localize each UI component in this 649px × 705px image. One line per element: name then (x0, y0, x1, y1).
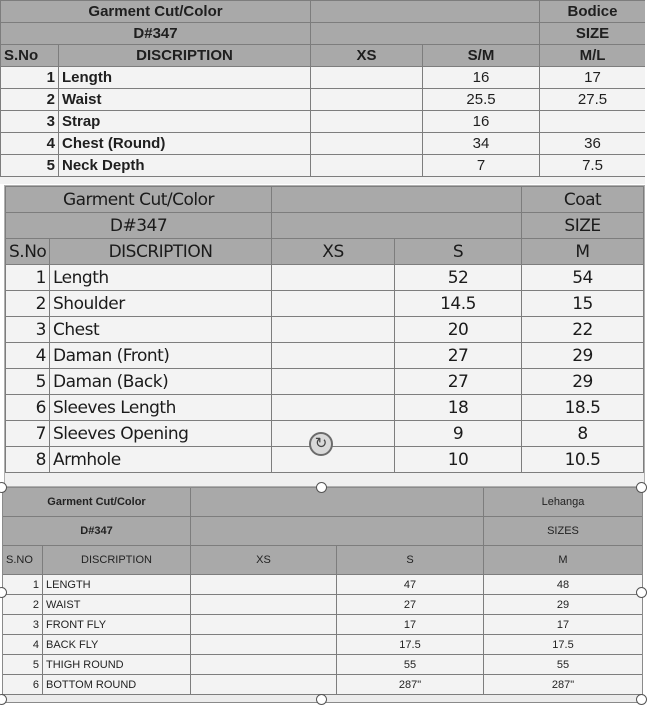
row-s: 55 (337, 655, 484, 675)
coat-header-sno: S.No (6, 239, 50, 265)
row-xs (272, 395, 395, 421)
row-m: 287" (484, 675, 643, 695)
table-row (6, 291, 644, 317)
row-xs (272, 317, 395, 343)
row-s: 16 (423, 67, 540, 89)
row-number: 6 (6, 395, 50, 421)
coat-title-right: Coat (522, 187, 644, 213)
row-xs (191, 635, 337, 655)
bodice-title-left: Garment Cut/Color (1, 1, 311, 23)
row-xs (191, 615, 337, 635)
resize-handle-bottom-left[interactable] (0, 694, 7, 705)
row-number: 6 (3, 675, 43, 695)
lehanga-header-xs: XS (191, 546, 337, 575)
row-number: 3 (6, 317, 50, 343)
resize-handle-bottom-center[interactable] (316, 694, 327, 705)
row-m: 17 (484, 615, 643, 635)
row-description: Sleeves Opening (50, 421, 272, 447)
row-s: 27 (395, 343, 522, 369)
row-m: 29 (484, 595, 643, 615)
row-m: 29 (522, 343, 644, 369)
row-m (540, 111, 646, 133)
row-m: 22 (522, 317, 644, 343)
row-description: Daman (Front) (50, 343, 272, 369)
resize-handle-bottom-right[interactable] (636, 694, 647, 705)
row-xs (311, 155, 423, 177)
row-description: Length (50, 265, 272, 291)
row-xs (191, 675, 337, 695)
row-xs (191, 595, 337, 615)
lehanga-title-left: Garment Cut/Color (3, 488, 191, 517)
coat-header-s: S (395, 239, 522, 265)
lehanga-code: D#347 (3, 517, 191, 546)
table-row (1, 133, 646, 155)
row-description: Armhole (50, 447, 272, 473)
lehanga-table (2, 487, 642, 695)
lehanga-measurement-sheet[interactable] (2, 487, 642, 703)
resize-handle-top-center[interactable] (316, 482, 327, 493)
table-row (1, 111, 646, 133)
row-number: 2 (1, 89, 59, 111)
row-m: 17.5 (484, 635, 643, 655)
table-row (3, 575, 643, 595)
lehanga-header-s: S (337, 546, 484, 575)
row-m: 29 (522, 369, 644, 395)
row-description: BACK FLY (43, 635, 191, 655)
table-row (3, 675, 643, 695)
row-description: Shoulder (50, 291, 272, 317)
bodice-header-xs: XS (311, 45, 423, 67)
row-number: 5 (1, 155, 59, 177)
row-s: 20 (395, 317, 522, 343)
row-xs (272, 369, 395, 395)
row-description: Length (59, 67, 311, 89)
row-m: 18.5 (522, 395, 644, 421)
table-row (6, 395, 644, 421)
row-number: 7 (6, 421, 50, 447)
table-row (1, 89, 646, 111)
row-description: Sleeves Length (50, 395, 272, 421)
table-row (3, 615, 643, 635)
row-xs (191, 575, 337, 595)
row-number: 1 (1, 67, 59, 89)
coat-code: D#347 (6, 213, 272, 239)
resize-handle-middle-right[interactable] (636, 587, 647, 598)
row-number: 1 (3, 575, 43, 595)
row-number: 4 (6, 343, 50, 369)
rotate-handle-icon[interactable]: ↻ (309, 432, 333, 456)
row-s: 52 (395, 265, 522, 291)
table-row (1, 67, 646, 89)
bodice-code: D#347 (1, 23, 311, 45)
row-number: 4 (1, 133, 59, 155)
table-row (3, 635, 643, 655)
row-s: 14.5 (395, 291, 522, 317)
row-number: 5 (6, 369, 50, 395)
bodice-measurement-sheet (0, 0, 645, 184)
resize-handle-top-right[interactable] (636, 482, 647, 493)
row-m: 8 (522, 421, 644, 447)
coat-size-label: SIZE (522, 213, 644, 239)
bodice-size-label: SIZE (540, 23, 646, 45)
row-description: LENGTH (43, 575, 191, 595)
row-number: 5 (3, 655, 43, 675)
bodice-header-m: M/L (540, 45, 646, 67)
row-m: 10.5 (522, 447, 644, 473)
lehanga-size-label: SIZES (484, 517, 643, 546)
lehanga-header-description: DISCRIPTION (43, 546, 191, 575)
row-number: 8 (6, 447, 50, 473)
lehanga-header-m: M (484, 546, 643, 575)
row-number: 3 (3, 615, 43, 635)
row-m: 17 (540, 67, 646, 89)
row-xs (191, 655, 337, 675)
coat-header-description: DISCRIPTION (50, 239, 272, 265)
coat-table (5, 186, 644, 473)
row-s: 9 (395, 421, 522, 447)
row-s: 17.5 (337, 635, 484, 655)
row-number: 1 (6, 265, 50, 291)
bodice-header-s: S/M (423, 45, 540, 67)
row-s: 287" (337, 675, 484, 695)
row-description: Chest (50, 317, 272, 343)
row-number: 2 (6, 291, 50, 317)
table-row (6, 369, 644, 395)
coat-header-xs: XS (272, 239, 395, 265)
row-m: 15 (522, 291, 644, 317)
row-description: Waist (59, 89, 311, 111)
table-row (3, 595, 643, 615)
row-m: 54 (522, 265, 644, 291)
row-number: 2 (3, 595, 43, 615)
row-xs (272, 447, 395, 473)
table-row (6, 317, 644, 343)
row-s: 16 (423, 111, 540, 133)
bodice-table (0, 0, 645, 177)
table-row (6, 343, 644, 369)
bodice-header-description: DISCRIPTION (59, 45, 311, 67)
row-s: 10 (395, 447, 522, 473)
row-s: 47 (337, 575, 484, 595)
row-m: 36 (540, 133, 646, 155)
row-xs (272, 343, 395, 369)
coat-title-left: Garment Cut/Color (6, 187, 272, 213)
row-s: 17 (337, 615, 484, 635)
row-number: 4 (3, 635, 43, 655)
row-m: 27.5 (540, 89, 646, 111)
row-description: THIGH ROUND (43, 655, 191, 675)
lehanga-title-right: Lehanga (484, 488, 643, 517)
row-description: Chest (Round) (59, 133, 311, 155)
row-xs (272, 421, 395, 447)
row-description: Strap (59, 111, 311, 133)
bodice-header-sno: S.No (1, 45, 59, 67)
row-s: 27 (395, 369, 522, 395)
row-xs (311, 89, 423, 111)
row-m: 55 (484, 655, 643, 675)
row-s: 18 (395, 395, 522, 421)
row-xs (272, 291, 395, 317)
row-description: Daman (Back) (50, 369, 272, 395)
row-xs (311, 111, 423, 133)
row-number: 3 (1, 111, 59, 133)
row-description: FRONT FLY (43, 615, 191, 635)
table-row (1, 155, 646, 177)
row-xs (272, 265, 395, 291)
row-m: 48 (484, 575, 643, 595)
coat-header-m: M (522, 239, 644, 265)
row-s: 34 (423, 133, 540, 155)
table-row (3, 655, 643, 675)
row-description: BOTTOM ROUND (43, 675, 191, 695)
lehanga-header-sno: S.NO (3, 546, 43, 575)
row-s: 7 (423, 155, 540, 177)
row-s: 27 (337, 595, 484, 615)
row-xs (311, 67, 423, 89)
row-m: 7.5 (540, 155, 646, 177)
row-xs (311, 133, 423, 155)
table-row (6, 265, 644, 291)
row-description: Neck Depth (59, 155, 311, 177)
row-s: 25.5 (423, 89, 540, 111)
bodice-title-right: Bodice (540, 1, 646, 23)
row-description: WAIST (43, 595, 191, 615)
